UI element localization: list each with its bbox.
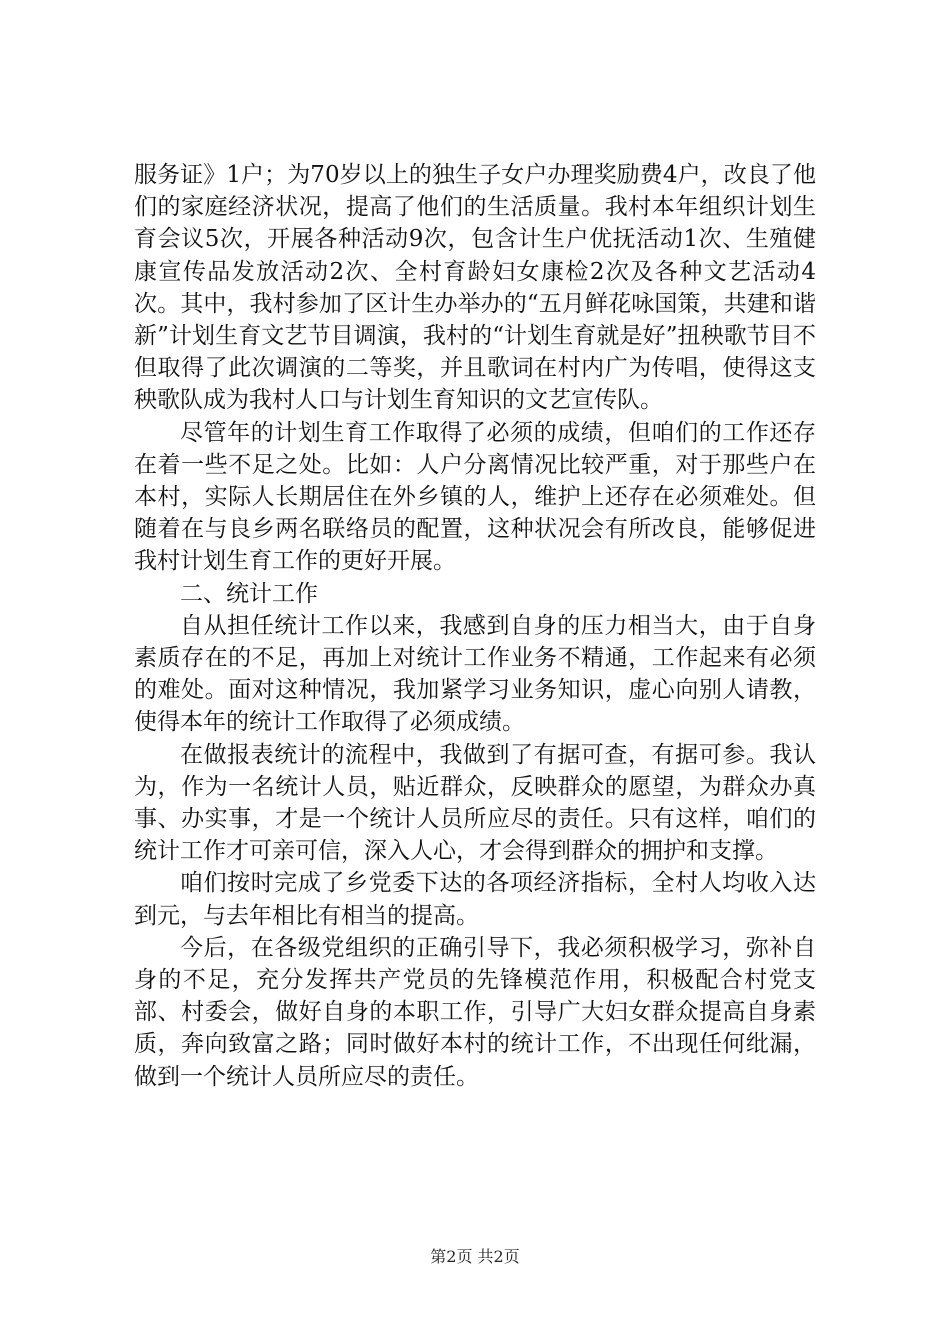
paragraph-shortcomings: 尽管年的计划生育工作取得了必须的成绩，但咱们的工作还存在着一些不足之处。比如：人户分离情况比较严重，对于那些户在本村，实际人长期居住在外乡镇的人，维护上还存在必须难处。但随着在与良乡两名联络员的配置，这种状况会有所改良，能够促进我村计划生育工作的更好开展。 (134, 419, 816, 575)
paragraph-economic-targets: 咱们按时完成了乡党委下达的各项经济指标，全村人均收入达到元，与去年相比有相当的提高。 (134, 870, 816, 929)
paragraph-statistics-process: 在做报表统计的流程中，我做到了有据可查，有据可参。我认为，作为一名统计人员，贴近群众，反映群众的愿望，为群众办真事、办实事，才是一个统计人员所应尽的责任。只有这样，咱们的统计工作才可亲可信，深入人心，才会得到群众的拥护和支撑。 (134, 741, 816, 865)
paragraph-future-plans: 今后，在各级党组织的正确引导下，我必须积极学习，弥补自身的不足，充分发挥共产党员的先锋模范作用，积极配合村党支部、村委会，做好自身的本职工作，引导广大妇女群众提高自身素质，奔向致富之路；同时做好本村的统计工作，不出现任何纰漏，做到一个统计人员所应尽的责任。 (134, 934, 816, 1090)
page-footer: 第2页 共2页 (430, 1247, 520, 1266)
paragraph-statistics-intro: 自从担任统计工作以来，我感到自身的压力相当大，由于自身素质存在的不足，再加上对统计工作业务不精通，工作起来有必须的难处。面对这种情况，我加紧学习业务知识，虚心向别人请教，使得本年的统计工作取得了必须成绩。 (134, 612, 816, 736)
document-body (134, 159, 816, 1093)
section-heading-statistics: 二、统计工作 (180, 580, 318, 607)
paragraph-continuation: 服务证》1户；为70岁以上的独生子女户办理奖励费4户，改良了他们的家庭经济状况，提高了他们的生活质量。我村本年组织计划生育会议5次，开展各种活动9次，包含计生户优抚活动1次、生殖健康宣传品发放活动2次、全村育龄妇女康检2次及各种文艺活动4次。其中，我村参加了区计生办举办的“五月鲜花咏国策，共建和谐新”计划生育文艺节目调演，我村的“计划生育就是好”扭秧歌节目不但取得了此次调演的二等奖，并且歌词在村内广为传唱，使得这支秧歌队成为我村人口与计划生育知识的文艺宣传队。 (134, 162, 816, 414)
